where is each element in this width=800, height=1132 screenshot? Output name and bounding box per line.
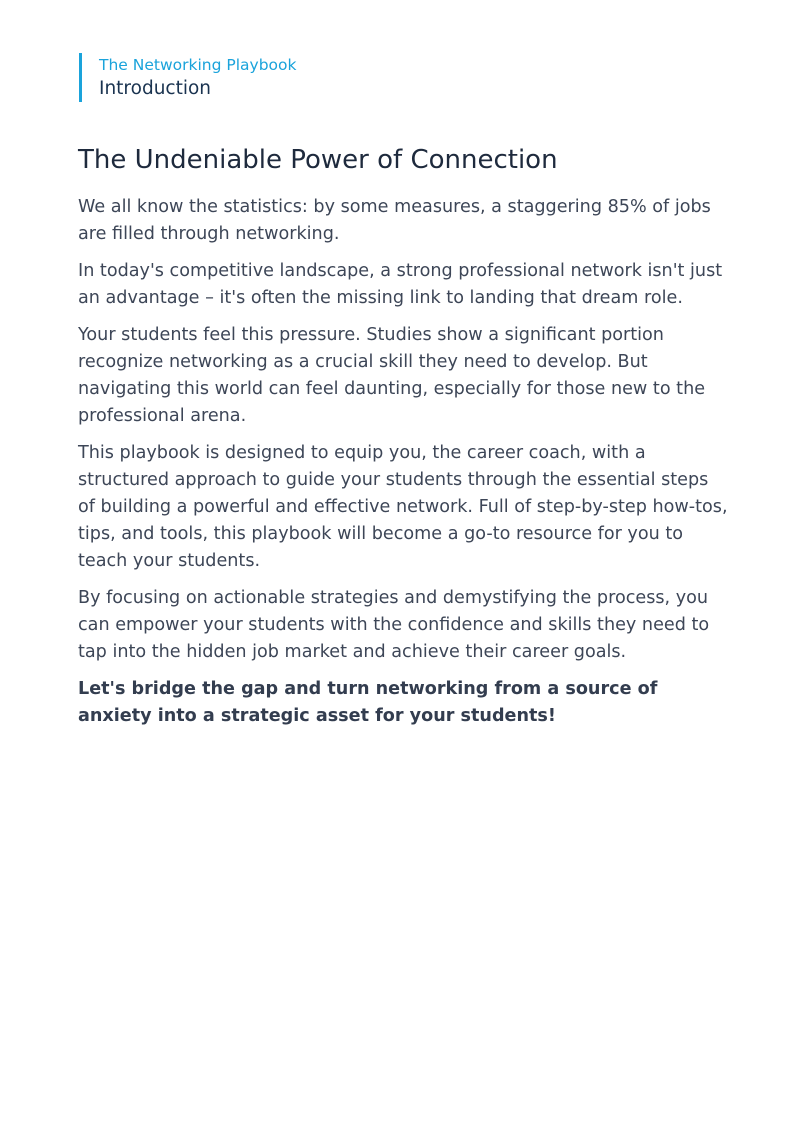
closing-statement: Let's bridge the gap and turn networking from a source of anxiety into a strategic asset for your students! — [78, 679, 658, 726]
paragraph: We all know the statistics: by some measures, a staggering 85% of jobs are filled through networking. — [78, 197, 711, 244]
main-content — [78, 140, 728, 740]
page-title: The Undeniable Power of Connection — [78, 145, 558, 175]
paragraph: Your students feel this pressure. Studies show a significant portion recognize networking as a crucial skill they need to develop. But navigating this world can feel daunting, especially for those new to the professional arena. — [78, 325, 706, 426]
paragraph: This playbook is designed to equip you, the career coach, with a structured approach to guide your students through the essential steps of building a powerful and effective network. Full of step-by-step how-tos, tips, and tools, this playbook will become a go-to resource for you to teach your students. — [78, 443, 728, 571]
series-title: The Networking Playbook — [99, 56, 297, 74]
body-text — [78, 194, 728, 730]
paragraph: In today's competitive landscape, a strong professional network isn't just an advantage – it's often the missing link to landing that dream role. — [78, 261, 723, 308]
running-header — [79, 53, 296, 102]
section-label: Introduction — [99, 78, 212, 99]
paragraph: By focusing on actionable strategies and demystifying the process, you can empower your students with the confidence and skills they need to tap into the hidden job market and achieve their career goals. — [78, 588, 710, 662]
